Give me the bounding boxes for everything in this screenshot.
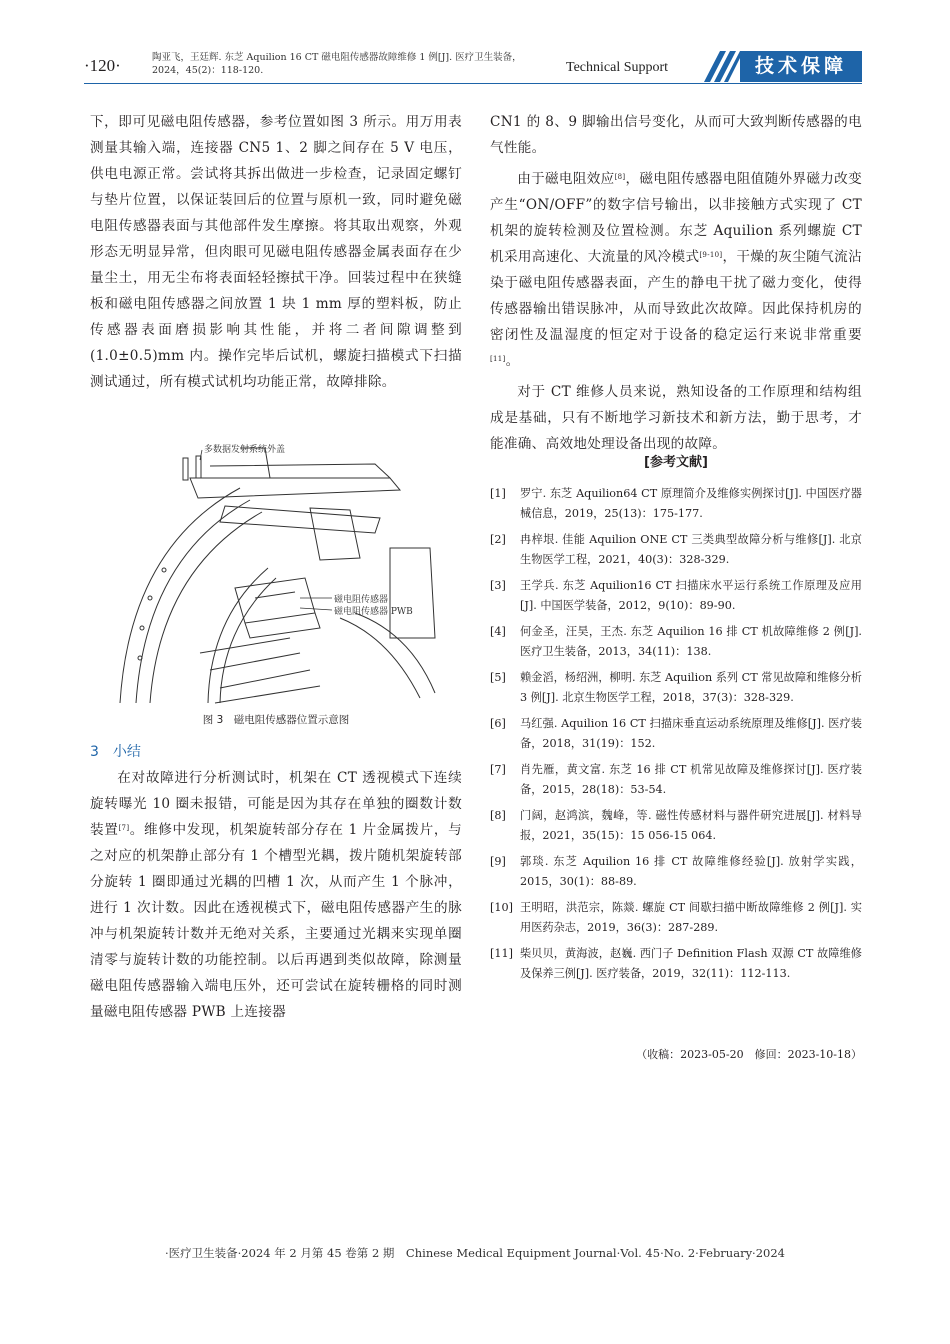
reference-text: 王明昭，洪范宗，陈燚. 螺旋 CT 间歇扫描中断故障维修 2 例[J]. 实用医药杂志，2019，36(3)：287-289.: [520, 901, 862, 934]
reference-item: [490, 944, 862, 984]
text-run: 在对故障进行分析测试时，机架在 CT 透视模式下连续旋转曝光 10 圈未报错，可能是因为其存在单独的圈数计数装置: [90, 770, 462, 838]
reference-text: 何金圣，汪昊，王杰. 东芝 Aquilion 16 排 CT 机故障维修 2 例[J]. 医疗卫生装备，2013，34(11)：138.: [520, 625, 862, 658]
reference-number: [10]: [490, 901, 513, 914]
citation-ref: [7]: [118, 824, 130, 832]
text-run: 。: [505, 353, 520, 369]
text-run: 由于磁电阻效应: [517, 171, 615, 187]
reference-item: [490, 622, 862, 662]
reference-text: 柴贝贝，黄海波，赵巍. 西门子 Definition Flash 双源 CT 故障维修及保养三例[J]. 医疗装备，2019，32(11)：112-113.: [520, 947, 862, 980]
reference-number: [8]: [490, 809, 506, 822]
reference-item: [490, 530, 862, 570]
label-cover: 多数据发射系统外盖: [204, 445, 286, 455]
reference-number: [3]: [490, 579, 506, 592]
reference-item: [490, 668, 862, 708]
right-column: [490, 109, 862, 457]
reference-item: [490, 714, 862, 754]
reference-text: 赖金滔，杨绍洲，柳明. 东芝 Aquilion 系列 CT 常见故障和维修分析 3 例[J]. 北京生物医学工程，2018，37(3)：328-329.: [520, 671, 862, 704]
text-run: 。维修中发现，机架旋转部分存在 1 片金属拨片，与之对应的机架静止部分有 1 个槽型光耦，拨片随机架旋转部分旋转 1 圈即通过光耦的凹槽 1 次，从而产生 1 个脉冲，进行 1 次计数。因此在透视模式下，磁电阻传感器产生的脉冲与机架旋转计数并无绝对关系，主要通过光耦来实现单圈清零与旋转计数的功能控制。以后再遇到类似故障，除测量磁电阻传感器输入端电压外，还可尝试在旋转栅格的同时测量磁电阻传感器 PWB 上连接器: [90, 822, 462, 1020]
header-stripes-decoration: [700, 51, 742, 82]
body-paragraph: [490, 166, 862, 374]
summary-paragraph: [90, 765, 462, 1025]
reference-item: [490, 576, 862, 616]
reference-number: [4]: [490, 625, 506, 638]
reference-item: [490, 760, 862, 800]
reference-list: [490, 484, 862, 990]
page-number: ·120·: [84, 56, 121, 75]
continued-paragraph: CN1 的 8、9 脚输出信号变化，从而可大致判断传感器的电气性能。: [490, 114, 862, 156]
figure-caption: 图 3 磁电阻传感器位置示意图: [202, 714, 350, 726]
reference-number: [7]: [490, 763, 506, 776]
reference-text: 郭琰. 东芝 Aquilion 16 排 CT 故障维修经验[J]. 放射学实践，2015，30(1)：88-89.: [520, 855, 862, 888]
reference-number: [5]: [490, 671, 506, 684]
reference-number: [9]: [490, 855, 506, 868]
section-label-en: Technical Support: [566, 60, 669, 75]
section-heading: 3 小结: [90, 744, 141, 760]
label-sensor: 磁电阻传感器: [334, 595, 389, 605]
reference-number: [11]: [490, 947, 513, 960]
reference-text: 马红强. Aquilion 16 CT 扫描床垂直运动系统原理及维修[J]. 医疗装备，2018，31(19)：152.: [520, 717, 862, 750]
reference-item: [490, 852, 862, 892]
reference-text: 冉梓垠. 佳能 Aquilion ONE CT 三类典型故障分析与维修[J]. 北京生物医学工程，2021，40(3)：328-329.: [520, 533, 862, 566]
reference-text: 罗宁. 东芝 Aquilion64 CT 原理简介及维修实例探讨[J]. 中国医疗器械信息，2019，25(13)：175-177.: [520, 487, 862, 520]
text-run: ，干燥的灰尘随气流沾染于磁电阻传感器表面，产生的静电干扰了磁力变化，使得传感器输出错误脉冲，从而导致此次故障。因此保持机房的密闭性及温湿度的恒定对于设备的稳定运行来说非常重要: [490, 249, 863, 343]
references-title: [参考文献]: [644, 455, 708, 470]
body-paragraph: 下，即可见磁电阻传感器，参考位置如图 3 所示。用万用表测量其输入端，连接器 CN5 1、2 脚之间存在 5 V 电压，供电电源正常。尝试将其拆出做进一步检查，记录固定螺钉与垫片位置，以保证装回后的位置与原机一致，同时避免磁电阻传感器表面与其他部件发生摩擦。将其取出观察，外观形态无明显异常，但肉眼可见磁电阻传感器金属表面存在少量尘土，用无尘布将表面轻轻擦拭干净。回装过程中在狭缝板和磁电阻传感器之间放置 1 块 1 mm 厚的塑料板，防止传感器表面磨损影响其性能，并将二者间隙调整到(1.0±0.5)mm 内。操作完毕后试机，螺旋扫描模式下扫描测试通过，所有模式试机均功能正常，故障排除。: [90, 114, 462, 390]
page-footer: ·医疗卫生装备·2024 年 2 月第 45 卷第 2 期 Chinese Medical Equipment Journal·Vol. 45·No. 2·February·2024: [165, 1246, 785, 1260]
left-column: [90, 109, 462, 395]
reference-text: 王学兵. 东芝 Aquilion16 CT 扫描床水平运行系统工作原理及应用[J]. 中国医学装备，2012，9(10)：89-90.: [520, 579, 862, 612]
citation-ref: [11]: [490, 355, 506, 363]
section-label-zh: 技术保障: [740, 51, 862, 82]
reference-item: [490, 898, 862, 938]
header-rule: [84, 83, 862, 84]
reference-number: [6]: [490, 717, 506, 730]
reference-item: [490, 806, 862, 846]
text-run: ，磁电阻传感器电阻值随外界磁力改变产生“ON/OFF”的数字信号输出，以非接触方式实现了 CT 机架的旋转检测及位置检测。东芝 Aquilion 系列螺旋 CT 机采用高速化、大流量的风冷模式: [490, 171, 862, 265]
section-body: [90, 765, 462, 1025]
citation-ref: [8]: [614, 173, 626, 181]
reference-text: 门阔，赵鸿滨，魏峰，等. 磁性传感材料与器件研究进展[J]. 材料导报，2021，35(15)：15 056-15 064.: [520, 809, 862, 842]
figure-3: [90, 438, 462, 730]
label-sensor-pwb: 磁电阻传感器 PWB: [334, 607, 413, 617]
received-dates: （收稿：2023-05-20 修回：2023-10-18）: [636, 1048, 862, 1061]
body-paragraph: 对于 CT 维修人员来说，熟知设备的工作原理和结构组成是基础，只有不断地学习新技术和新方法，勤于思考，才能准确、高效地处理设备出现的故障。: [490, 384, 862, 452]
citation-ref: [9-10]: [699, 251, 723, 259]
header-citation: 陶亚飞，王廷辉. 东芝 Aquilion 16 CT 磁电阻传感器故障维修 1 例[J]. 医疗卫生装备，2024，45(2)：118-120.: [152, 52, 522, 76]
reference-number: [1]: [490, 487, 506, 500]
reference-text: 肖先雁，黄文富. 东芝 16 排 CT 机常见故障及维修探讨[J]. 医疗装备，2015，28(18)：53-54.: [520, 763, 862, 796]
reference-number: [2]: [490, 533, 506, 546]
reference-item: [490, 484, 862, 524]
sensor-position-diagram: [90, 438, 462, 706]
